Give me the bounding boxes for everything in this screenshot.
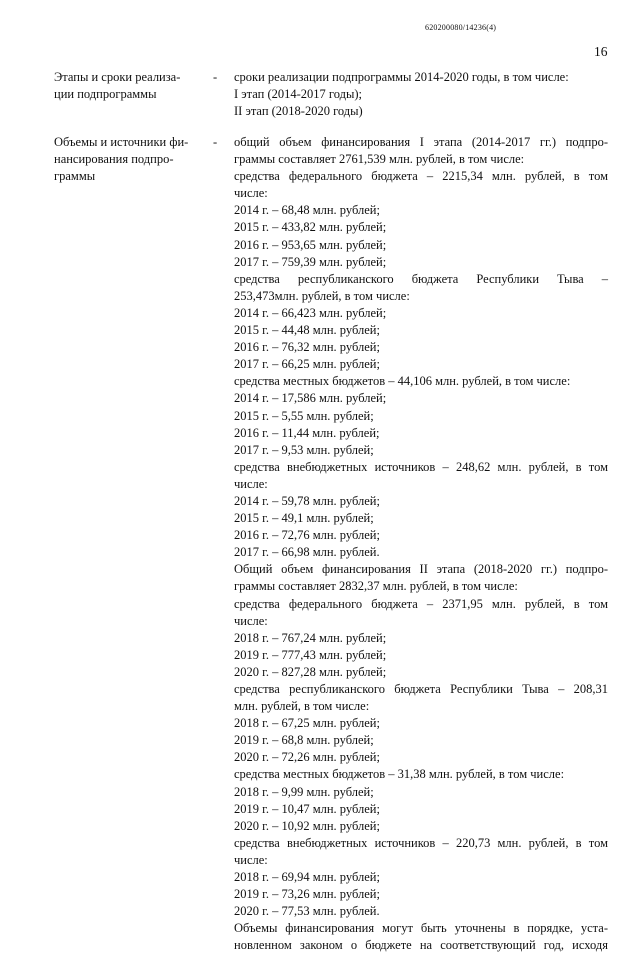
text-line: средства внебюджетных источников – 248,62 млн. рублей, в том: [234, 459, 608, 474]
text-line: 2020 г. – 827,28 млн. рублей;: [234, 664, 387, 679]
text-line: 2016 г. – 72,76 млн. рублей;: [234, 528, 380, 543]
text-line: II этап (2018-2020 годы): [234, 104, 363, 119]
text-line: средства республиканского бюджета Республики Тыва – 208,31: [234, 682, 608, 696]
text-line: 2015 г. – 49,1 млн. рублей;: [234, 511, 374, 526]
page-number: 16: [594, 44, 608, 59]
row-value: [234, 69, 608, 120]
text-line: млн. рублей, в том числе:: [234, 699, 370, 714]
text-line: 253,473млн. рублей, в том числе:: [234, 288, 410, 303]
row-value: [234, 134, 608, 955]
text-line: числе:: [234, 186, 268, 201]
text-line: 2020 г. – 72,26 млн. рублей;: [234, 750, 380, 765]
text-line: числе:: [234, 852, 268, 867]
text-line: средства местных бюджетов – 31,38 млн. рублей, в том числе:: [234, 767, 565, 782]
text-line: 2016 г. – 11,44 млн. рублей;: [234, 425, 380, 440]
text-line: 2015 г. – 44,48 млн. рублей;: [234, 323, 380, 338]
text-line: 2017 г. – 9,53 млн. рублей;: [234, 442, 374, 457]
text-line: средства федерального бюджета – 2371,95 млн. рублей, в том: [234, 596, 608, 611]
text-line: средства местных бюджетов – 44,106 млн. рублей, в том числе:: [234, 374, 571, 389]
text-line: 2020 г. – 77,53 млн. рублей.: [234, 904, 380, 919]
text-line: 2018 г. – 67,25 млн. рублей;: [234, 716, 380, 731]
row-dash: -: [213, 135, 218, 149]
row-label: Объемы и источники фи- нансирования подпро- граммы: [54, 135, 189, 183]
text-line: новленном законом о бюджете на соответствующий год, исходя: [234, 938, 608, 953]
text-line: средства республиканского бюджета Республики Тыва –: [234, 271, 608, 286]
text-line: средства внебюджетных источников – 220,73 млн. рублей, в том: [234, 835, 608, 850]
text-line: 2018 г. – 9,99 млн. рублей;: [234, 784, 374, 799]
text-line: 2015 г. – 433,82 млн. рублей;: [234, 220, 387, 235]
text-line: 2017 г. – 66,25 млн. рублей;: [234, 357, 380, 372]
text-line: 2016 г. – 953,65 млн. рублей;: [234, 237, 387, 252]
text-line: 2014 г. – 17,586 млн. рублей;: [234, 391, 387, 406]
text-line: числе:: [234, 476, 268, 491]
text-line: 2014 г. – 68,48 млн. рублей;: [234, 203, 380, 218]
text-line: 2017 г. – 759,39 млн. рублей;: [234, 254, 387, 269]
text-line: 2017 г. – 66,98 млн. рублей.: [234, 545, 380, 560]
text-line: средства федерального бюджета – 2215,34 млн. рублей, в том: [234, 169, 608, 184]
text-line: 2016 г. – 76,32 млн. рублей;: [234, 340, 380, 355]
document-code: 620200080/14236(4): [425, 23, 497, 32]
text-line: 2019 г. – 68,8 млн. рублей;: [234, 733, 374, 748]
row-label: Этапы и сроки реализа- ции подпрограммы: [54, 70, 181, 101]
text-line: 2019 г. – 10,47 млн. рублей;: [234, 801, 380, 816]
text-line: граммы составляет 2761,539 млн. рублей, в том числе:: [234, 152, 525, 167]
text-line: 2014 г. – 59,78 млн. рублей;: [234, 493, 380, 508]
text-line: 2014 г. – 66,423 млн. рублей;: [234, 305, 387, 320]
text-line: 2015 г. – 5,55 млн. рублей;: [234, 408, 374, 423]
text-line: 2019 г. – 777,43 млн. рублей;: [234, 647, 387, 662]
text-line: I этап (2014-2017 годы);: [234, 87, 363, 102]
text-line: 2020 г. – 10,92 млн. рублей;: [234, 818, 380, 833]
text-line: граммы составляет 2832,37 млн. рублей, в том числе:: [234, 579, 518, 594]
row-dash: -: [213, 70, 218, 84]
text-line: общий объем финансирования I этапа (2014-2017 гг.) подпро-: [234, 135, 608, 149]
text-line: 2019 г. – 73,26 млн. рублей;: [234, 887, 380, 902]
text-line: числе:: [234, 613, 268, 628]
text-line: Общий объем финансирования II этапа (2018-2020 гг.) подпро-: [234, 562, 608, 577]
text-line: 2018 г. – 69,94 млн. рублей;: [234, 870, 380, 885]
text-line: Объемы финансирования могут быть уточнены в порядке, уста-: [234, 921, 608, 936]
text-line: сроки реализации подпрограммы 2014-2020 годы, в том числе:: [234, 70, 569, 84]
text-line: 2018 г. – 767,24 млн. рублей;: [234, 630, 387, 645]
